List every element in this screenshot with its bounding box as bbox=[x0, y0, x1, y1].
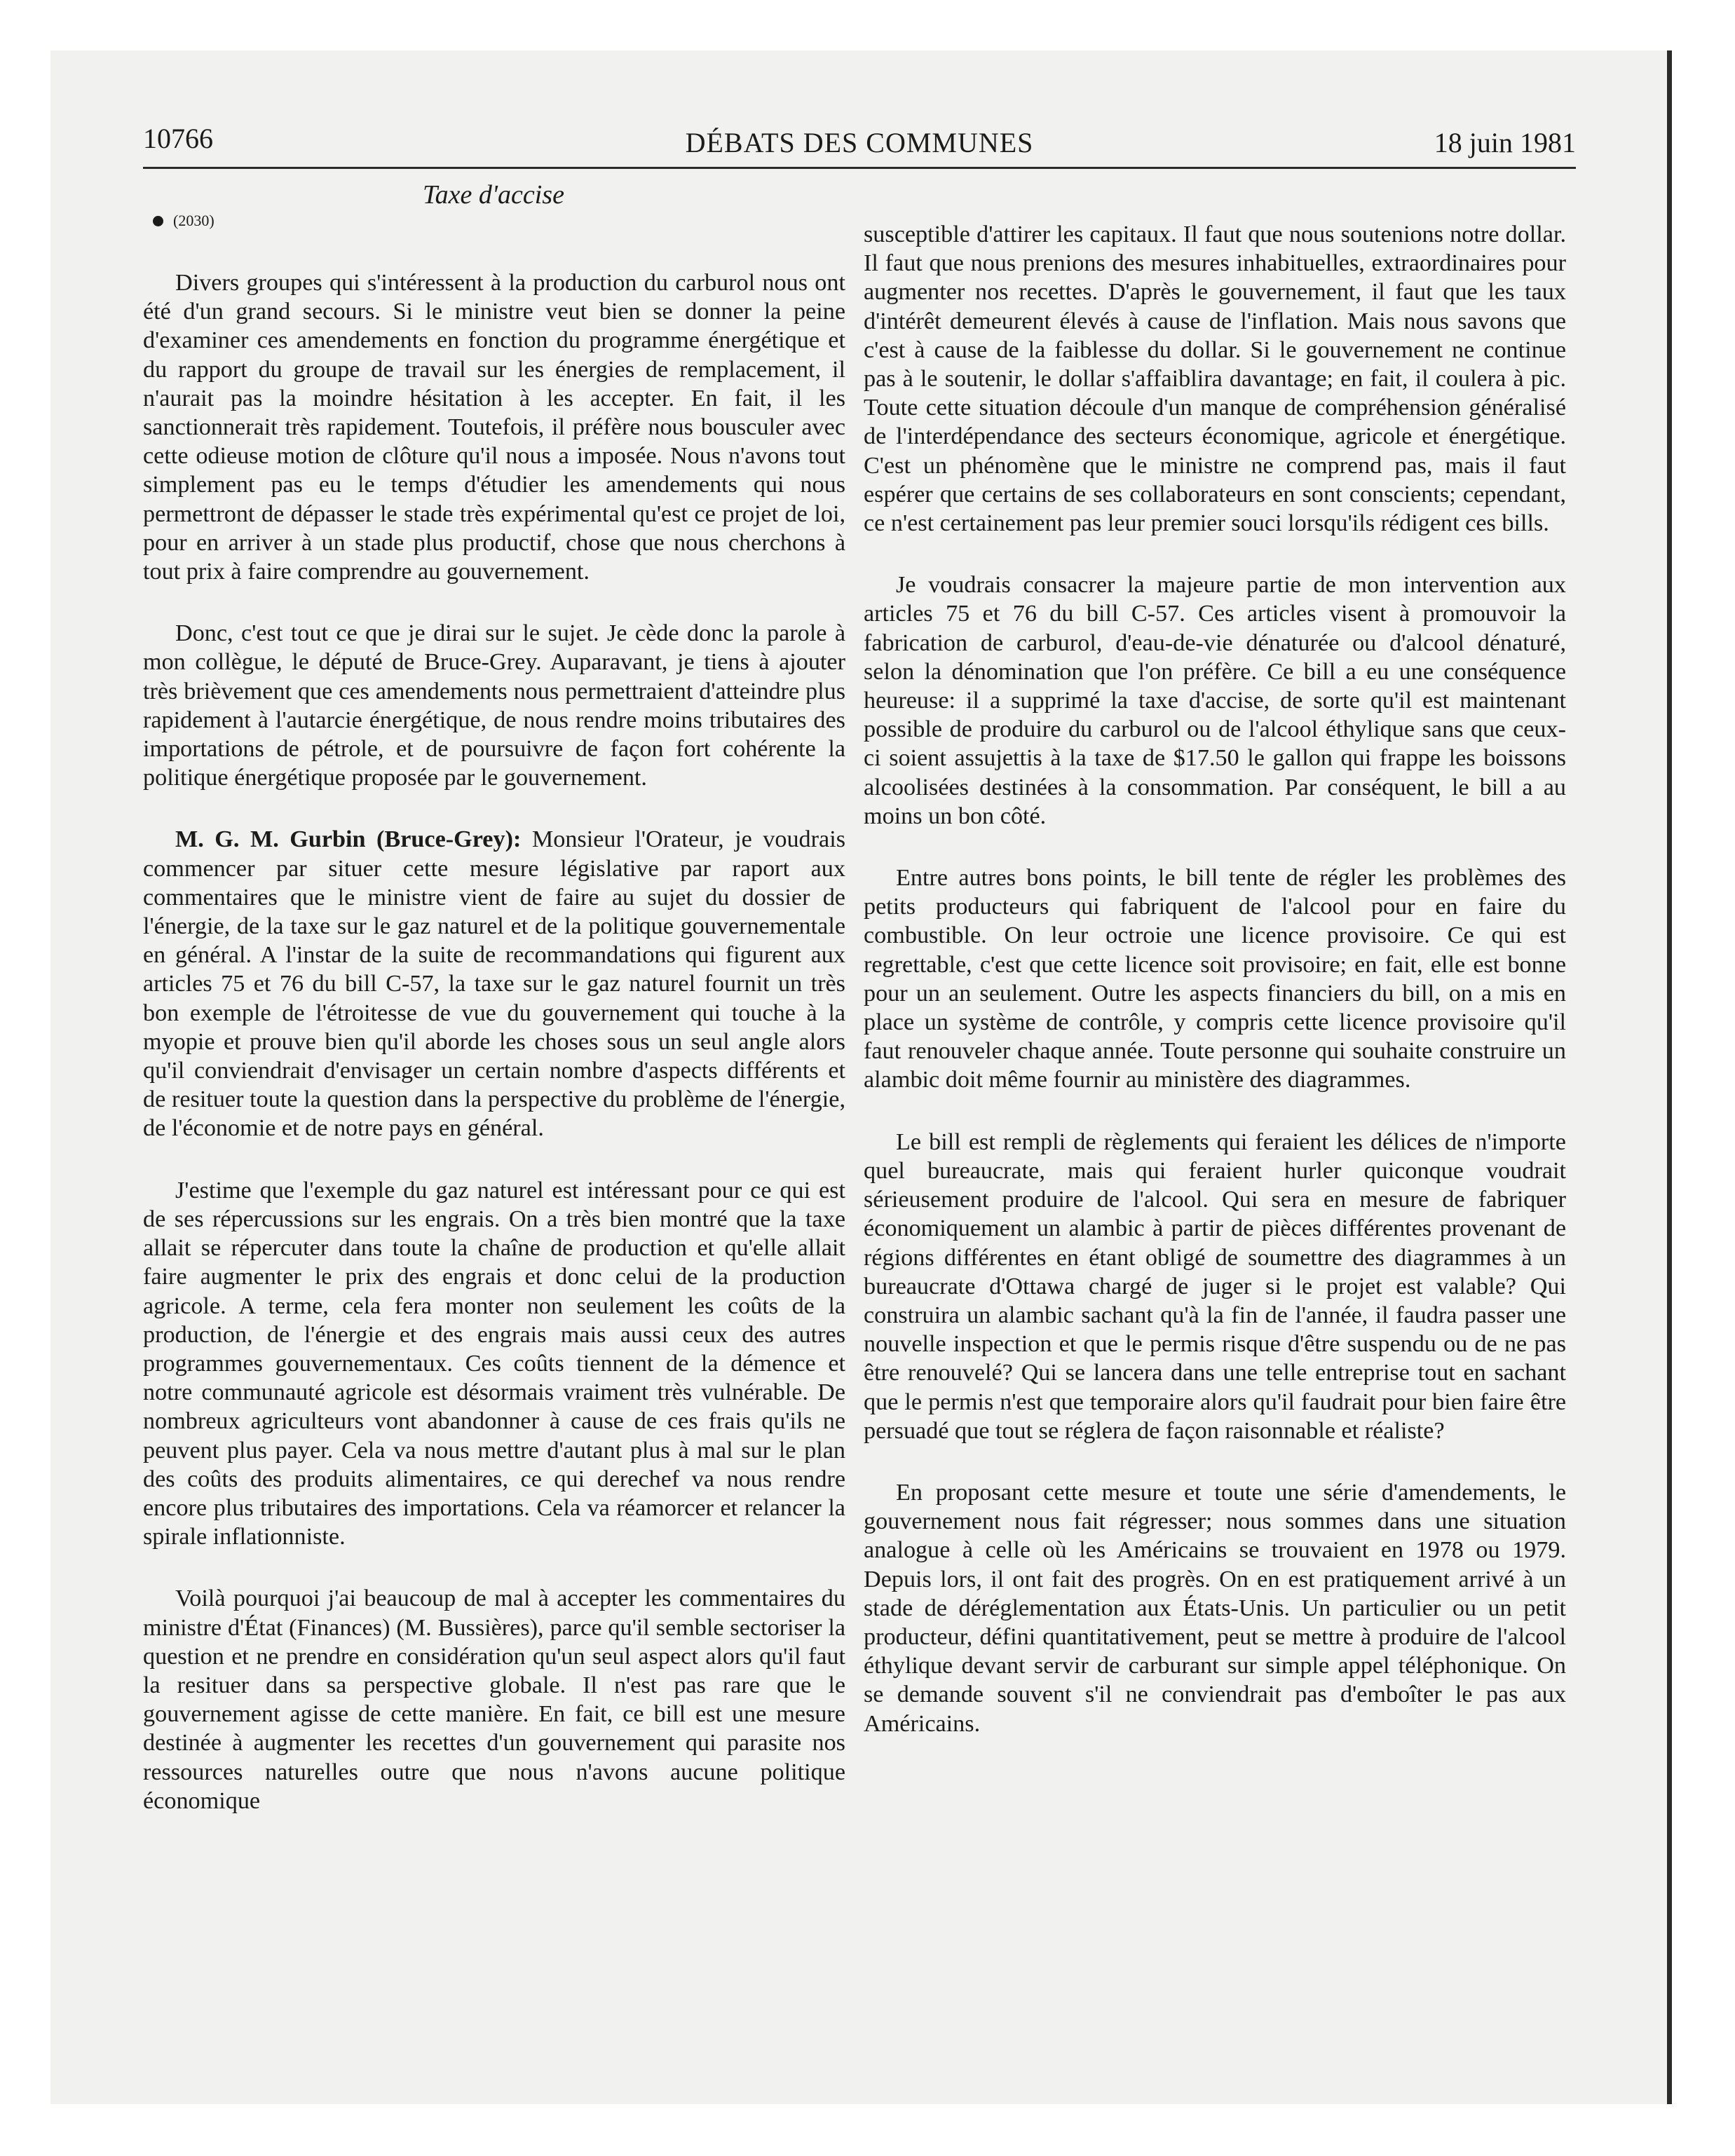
section-title: Taxe d'accise bbox=[423, 180, 564, 210]
page-date: 18 juin 1981 bbox=[1434, 127, 1576, 158]
right-column bbox=[864, 220, 1566, 1771]
bullet-icon bbox=[153, 216, 163, 226]
paragraph: Le bill est rempli de règlements qui feraient les délices de n'importe quel bureaucrate, mais qui feraient hurler quiconque voudrait sérieusement produire de l'alcool. Qui sera en mesure de fabriquer économiquement un alambic à partir de pièces différentes provenant de régions différentes en étant obligé de soumettre des diagrammes à un bureaucrate d'Ottawa chargé de juger si le projet est valable? Qui construira un alambic sachant qu'à la fin de l'année, il faudra passer une nouvelle inspection et que le permis risque d'être suspendu ou de ne pas être renouvelé? Qui se lancera dans une telle entreprise tout en sachant que le permis n'est que temporaire alors qu'il faudrait pour bien faire être persuadé que tout se réglera de façon raisonnable et réaliste? bbox=[864, 1128, 1566, 1444]
page-edge-shadow bbox=[1667, 50, 1672, 2104]
paragraph: Je voudrais consacrer la majeure partie de mon intervention aux articles 75 et 76 du bill C-57. Ces articles visent à promouvoir la fabrication de carburol, d'eau-de-vie dénaturée ou d'alcool dénaturé, selon la dénomination que l'on préfère. Ce bill a eu une conséquence heureuse: il a supprimé la taxe d'accise, de sorte qu'il est maintenant possible de produire du carburol ou de l'alcool éthylique sans que ceux-ci soient assujettis à la taxe de $17.50 le gallon qui frappe les boissons alcoolisées destinées à la consommation. Par conséquent, le bill a au moins un bon côté. bbox=[864, 572, 1566, 829]
paragraph: Entre autres bons points, le bill tente de régler les problèmes des petits producteurs qui fabriquent de l'alcool pour en faire du combustible. On leur octroie une licence provisoire. Ce qui est regrettable, c'est que cette licence soit provisoire; en fait, elle est bonne pour un an seulement. Outre les aspects financiers du bill, on a mis en place un système de contrôle, y compris cette licence provisoire qu'il faut renouveler chaque année. Toute personne qui souhaite construire un alambic doit même fournir au ministère des diagrammes. bbox=[864, 865, 1566, 1093]
timestamp: (2030) bbox=[173, 212, 215, 229]
paragraph: En proposant cette mesure et toute une série d'amendements, le gouvernement nous fait régresser; nous sommes dans une situation analogue à celle où les Américains se trouvaient en 1978 ou 1979. Depuis lors, il ont fait des progrès. On en est pratiquement arrivé à un stade de déréglementation aux États-Unis. Un particulier ou un petit producteur, défini quantitativement, peut se mettre à produire de l'alcool éthylique devant servir de carburant sur simple appel téléphonique. On se demande souvent s'il ne conviendrait pas d'emboîter le pas aux Américains. bbox=[864, 1479, 1566, 1737]
paragraph: susceptible d'attirer les capitaux. Il faut que nous soutenions notre dollar. Il faut que nous prenions des mesures inhabituelles, extraordinaires pour augmenter nos recettes. D'après le gouvernement, il faut que les taux d'intérêt demeurent élevés à cause de l'inflation. Mais nous savons que c'est à cause de la faiblesse du dollar. Si le gouvernement ne continue pas à le soutenir, le dollar s'affaiblira davantage; en fait, il coulera à pic. Toute cette situation découle d'un manque de compréhension généralisé de l'interdépendance des secteurs économique, agricole et énergétique. C'est un phénomène que le ministre ne comprend pas, mais il faut espérer que certains de ses collaborateurs en sont conscients; cependant, ce n'est certainement pas leur premier souci lorsqu'ils rédigent ces bills. bbox=[864, 221, 1566, 537]
page-number: 10766 bbox=[143, 123, 213, 154]
journal-title: DÉBATS DES COMMUNES bbox=[685, 127, 1034, 158]
left-column bbox=[143, 268, 845, 1848]
paragraph: Divers groupes qui s'intéressent à la production du carburol nous ont été d'un grand secours. Si le ministre veut bien se donner la peine d'examiner ces amendements en fonction du programme énergétique et du rapport du groupe de travail sur les énergies de remplacement, il n'aurait pas la moindre hésitation à les accepter. En fait, il les sanctionnerait très rapidement. Toutefois, il préfère nous bousculer avec cette odieuse motion de clôture qu'il nous a imposée. Nous n'avons tout simplement pas eu le temps d'étudier les amendements qui nous permettront de dépasser le stade très expérimental qu'est ce projet de loi, pour en arriver à un stade plus productif, chose que nous cherchons à tout prix à faire comprendre au gouvernement. bbox=[143, 270, 845, 585]
page-header bbox=[143, 125, 1576, 170]
paragraph bbox=[143, 825, 845, 1142]
header-rule bbox=[143, 167, 1576, 169]
paragraph: J'estime que l'exemple du gaz naturel est intéressant pour ce qui est de ses répercussions sur les engrais. On a très bien montré que la taxe allait se répercuter dans toute la chaîne de production et qu'elle allait faire augmenter le prix des engrais et donc celui de la production agricole. A terme, cela fera monter non seulement les coûts de la production, de l'énergie et des engrais mais aussi ceux des autres programmes gouvernementaux. Ces coûts tiennent de la démence et notre communauté agricole est désormais vraiment très vulnérable. De nombreux agriculteurs vont abandonner à cause de ces frais qu'ils ne peuvent plus payer. Cela va nous mettre d'autant plus à mal sur le plan des coûts des produits alimentaires, ce qui derechef va nous rendre encore plus tributaires des importations. Cela va réamorcer et relancer la spirale inflationniste. bbox=[143, 1177, 845, 1550]
timestamp-marker bbox=[153, 212, 215, 230]
paragraph: Donc, c'est tout ce que je dirai sur le sujet. Je cède donc la parole à mon collègue, le député de Bruce-Grey. Auparavant, je tiens à ajouter très brièvement que ces amendements nous permettraient d'atteindre plus rapidement à l'autarcie énergétique, de nous rendre moins tributaires des importations de pétrole, et de poursuivre de façon fort cohérente la politique énergétique proposée par le gouvernement. bbox=[143, 620, 845, 791]
paragraph: Voilà pourquoi j'ai beaucoup de mal à accepter les commentaires du ministre d'État (Finances) (M. Bussières), parce qu'il semble sectoriser la question et ne prendre en considération qu'un seul aspect alors qu'il faut la resituer dans sa perspective globale. Il n'est pas rare que le gouvernement agisse de cette manière. En fait, ce bill est une mesure destinée à augmenter les recettes d'un gouvernement qui parasite nos ressources naturelles outre que nous n'avons aucune politique économique bbox=[143, 1585, 845, 1814]
speech-text: Monsieur l'Orateur, je voudrais commencer par situer cette mesure législative par raport aux commentaires que le ministre vient de faire au sujet du dossier de l'énergie, de la taxe sur le gaz naturel et de la politique gouvernementale en général. A l'instar de la suite de recommandations qui figurent aux articles 75 et 76 du bill C-57, la taxe sur le gaz naturel fournit un très bon exemple de l'étroitesse de vue du gouvernement qui touche à la myopie et prouve bien qu'il aborde les choses sous un seul angle alors qu'il conviendrait d'envisager un certain nombre d'aspects différents et de resituer toute la question dans la perspective du problème de l'énergie, de l'économie et de notre pays en général. bbox=[143, 826, 846, 1142]
speaker-name: M. G. M. Gurbin (Bruce-Grey): bbox=[175, 826, 522, 853]
